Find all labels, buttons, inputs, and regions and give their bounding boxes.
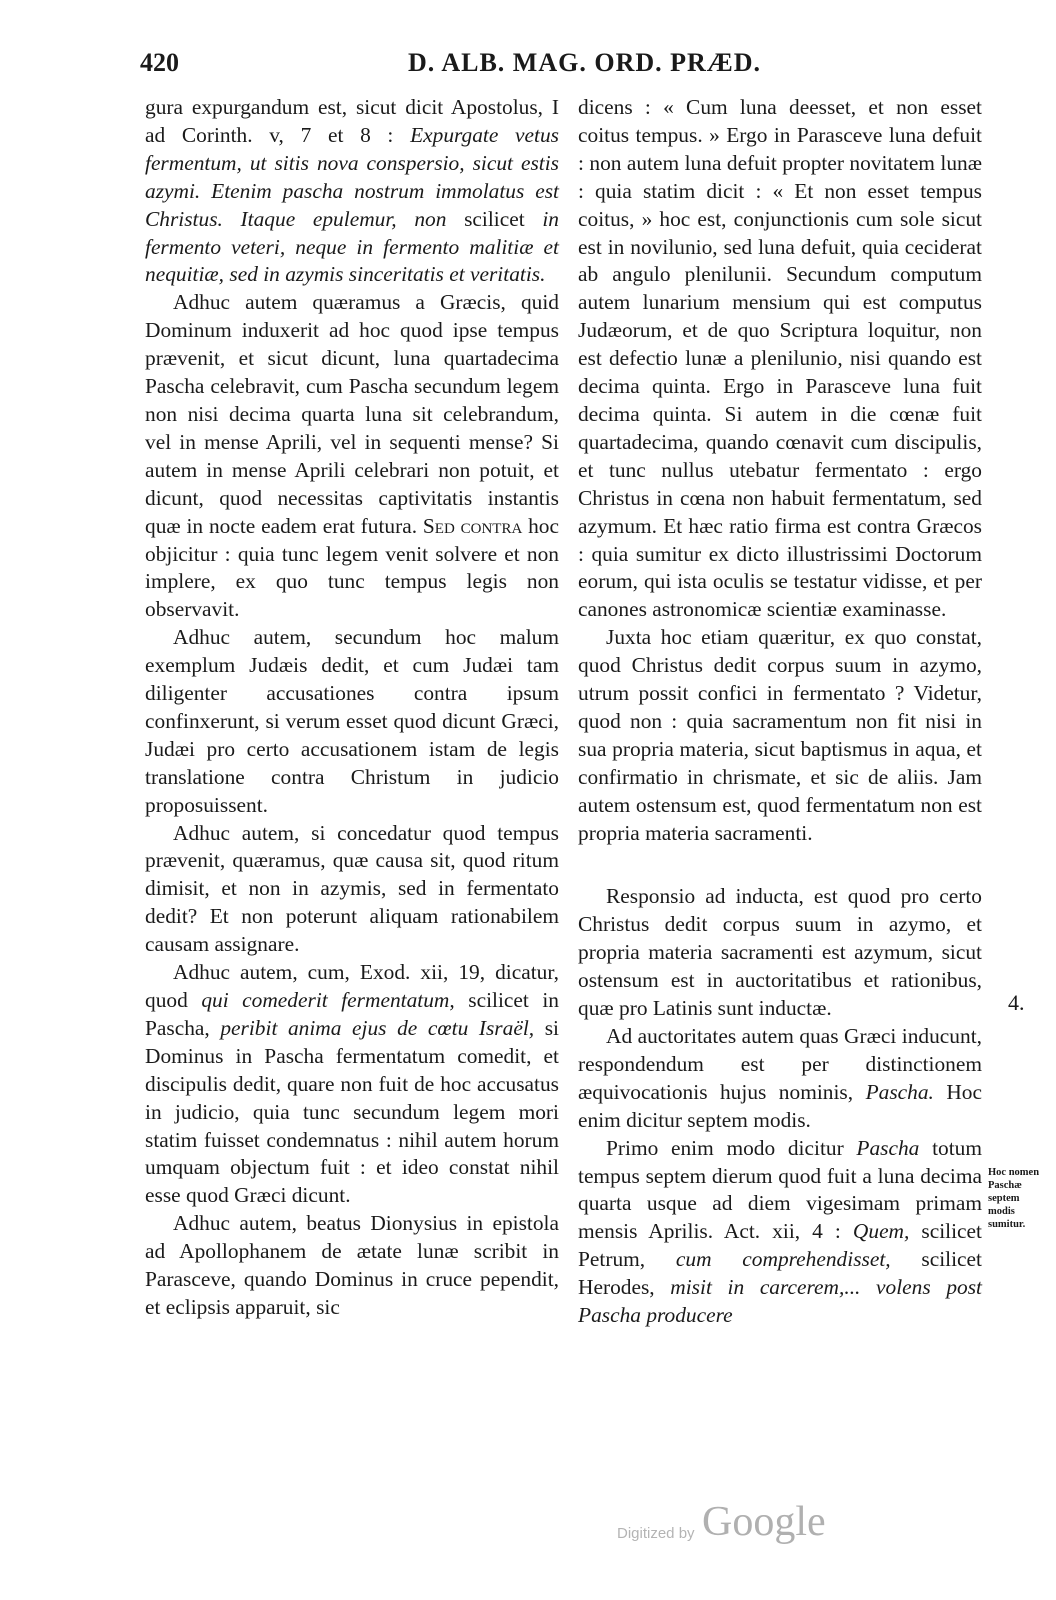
running-head: D. ALB. MAG. ORD. PRÆD. — [408, 48, 762, 77]
margin-section-number: 4. — [1008, 990, 1025, 1015]
paragraph: Adhuc autem, cum, Exod. xii, 19, dicatur, quod qui comederit fermentatum, scilicet in Pascha, peribit anima ejus de cœtu Israël, si Dominus in Pascha fermentatum comedit, et discipulis dedit, quare non fuit de hoc accusatus in judicio, quia tunc secundum legem mori statim fuisset condemnatus : nihil autem horum umquam objectum fuit : et ideo constat nihil esse quod Græci dicunt. — [145, 960, 559, 1208]
paragraph: Ad auctoritates autem quas Græci inducunt, respondendum est per distinctionem æquivocationis hujus nominis, Pascha. Hoc enim dicitur septem modis. — [578, 1024, 982, 1132]
paragraph: Adhuc autem, si concedatur quod tempus prævenit, quæramus, quæ causa sit, quod ritum dimisit, et non in azymis, sed in fermentato dedit? Et non poterunt aliquam rationabilem causam assignare. — [145, 820, 559, 957]
paragraph: Adhuc autem quæramus a Græcis, quid Dominum induxerit ad hoc quod ipse tempus prævenit, et sicut dicunt, luna quartadecima Pascha celebravit, cum Pascha secundum legem non nisi decima quarta luna sit celebrandum, vel in mense Aprili, vel in sequenti mense? Si autem in mense Aprili celebrari non potuit, et dicunt, quod necessitas captivitatis instantis quæ in nocte eadem erat futura. Sed contra hoc objicitur : quia tunc legem venit solvere et non implere, ex quo tunc tempus legis non observavit. — [145, 290, 559, 622]
left-column — [145, 94, 559, 1322]
paragraph: gura expurgandum est, sicut dicit Apostolus, I ad Corinth. v, 7 et 8 : Expurgate vetus fermentum, ut sitis nova conspersio, sicut estis azymi. Etenim pascha nostrum immolatus est Christus. Itaque epulemur, non scilicet in fermento veteri, neque in fermento malitiæ et nequitiæ, sed in azymis sinceritatis et veritatis. — [145, 95, 559, 287]
digitized-by-label: Digitized by — [617, 1525, 695, 1542]
right-column — [578, 94, 982, 1330]
margin-note: Hoc nomen Paschæ septem modis sumitur. — [988, 1167, 1040, 1230]
paragraph: Adhuc autem, secundum hoc malum exemplum Judæis dedit, et cum Judæi tam diligenter accusationes contra ipsum confinxerunt, si verum esset quod dicunt Græci, Judæi pro certo accusationem istam de legis translatione contra Christum in judicio proposuissent. — [145, 625, 559, 817]
google-logo: Google — [702, 1499, 826, 1545]
paragraph: dicens : « Cum luna deesset, et non esset coitus tempus. » Ergo in Parasceve luna defuit : non autem luna defuit propter novitatem lunæ : quia statim dicit : « Et non esset tempus coitus, » hoc est, conjunctionis cum sole sicut est in novilunio, sed luna defuit, quia ceciderat ab angulo plenilunii. Secundum computum autem lunarium mensium qui est computus Judæorum, et de quo Scriptura loquitur, non est defectio lunæ a plenilunio, nisi quando est decima quinta. Ergo in Parasceve luna fuit decima quinta. Si autem in die cœnæ fuit quartadecima, quando cœnavit cum discipulis, et tunc nullus utebatur fermentato : ergo Christus in cœna non habuit fermentatum, sed azymum. Et hæc ratio firma est contra Græcos : quia sumitur ex dicto illustrissimi Doctorum eorum, qui ista oculis se testatur vidisse, et per canones astronomicæ scientiæ examinasse. — [578, 95, 982, 622]
paragraph: Adhuc autem, beatus Dionysius in epistola ad Apollophanem de ætate lunæ scribit in Parasceve, quando Dominus in cruce pependit, et eclipsis apparuit, sic — [145, 1211, 559, 1319]
paragraph: Primo enim modo dicitur Pascha totum tempus septem dierum quod fuit a luna decima quarta usque ad diem vigesimam primam mensis Aprilis. Act. xii, 4 : Quem, scilicet Petrum, cum comprehendisset, scilicet Herodes, misit in carcerem,... volens post Pascha producere — [578, 1135, 982, 1328]
paragraph: Juxta hoc etiam quæritur, ex quo constat, quod Christus dedit corpus suum in azymo, utrum possit confici in fermentato ? Videtur, quod non : quia sacramentum non fit nisi in sua propria materia, sicut baptismus in aqua, et confirmatio in chrismate, et sic de aliis. Jam autem ostensum est, quod fermentatum non est propria materia sacramenti. — [578, 625, 982, 845]
small-caps-phrase: Sed contra — [422, 513, 523, 538]
paragraph: Responsio ad inducta, est quod pro certo Christus dedit corpus suum in azymo, et propria materia sacramenti est azymum, sicut ostensum est in auctoritatibus et rationibus, quæ pro Latinis sunt inductæ. — [578, 884, 982, 1021]
page-number: 420 — [140, 48, 179, 77]
